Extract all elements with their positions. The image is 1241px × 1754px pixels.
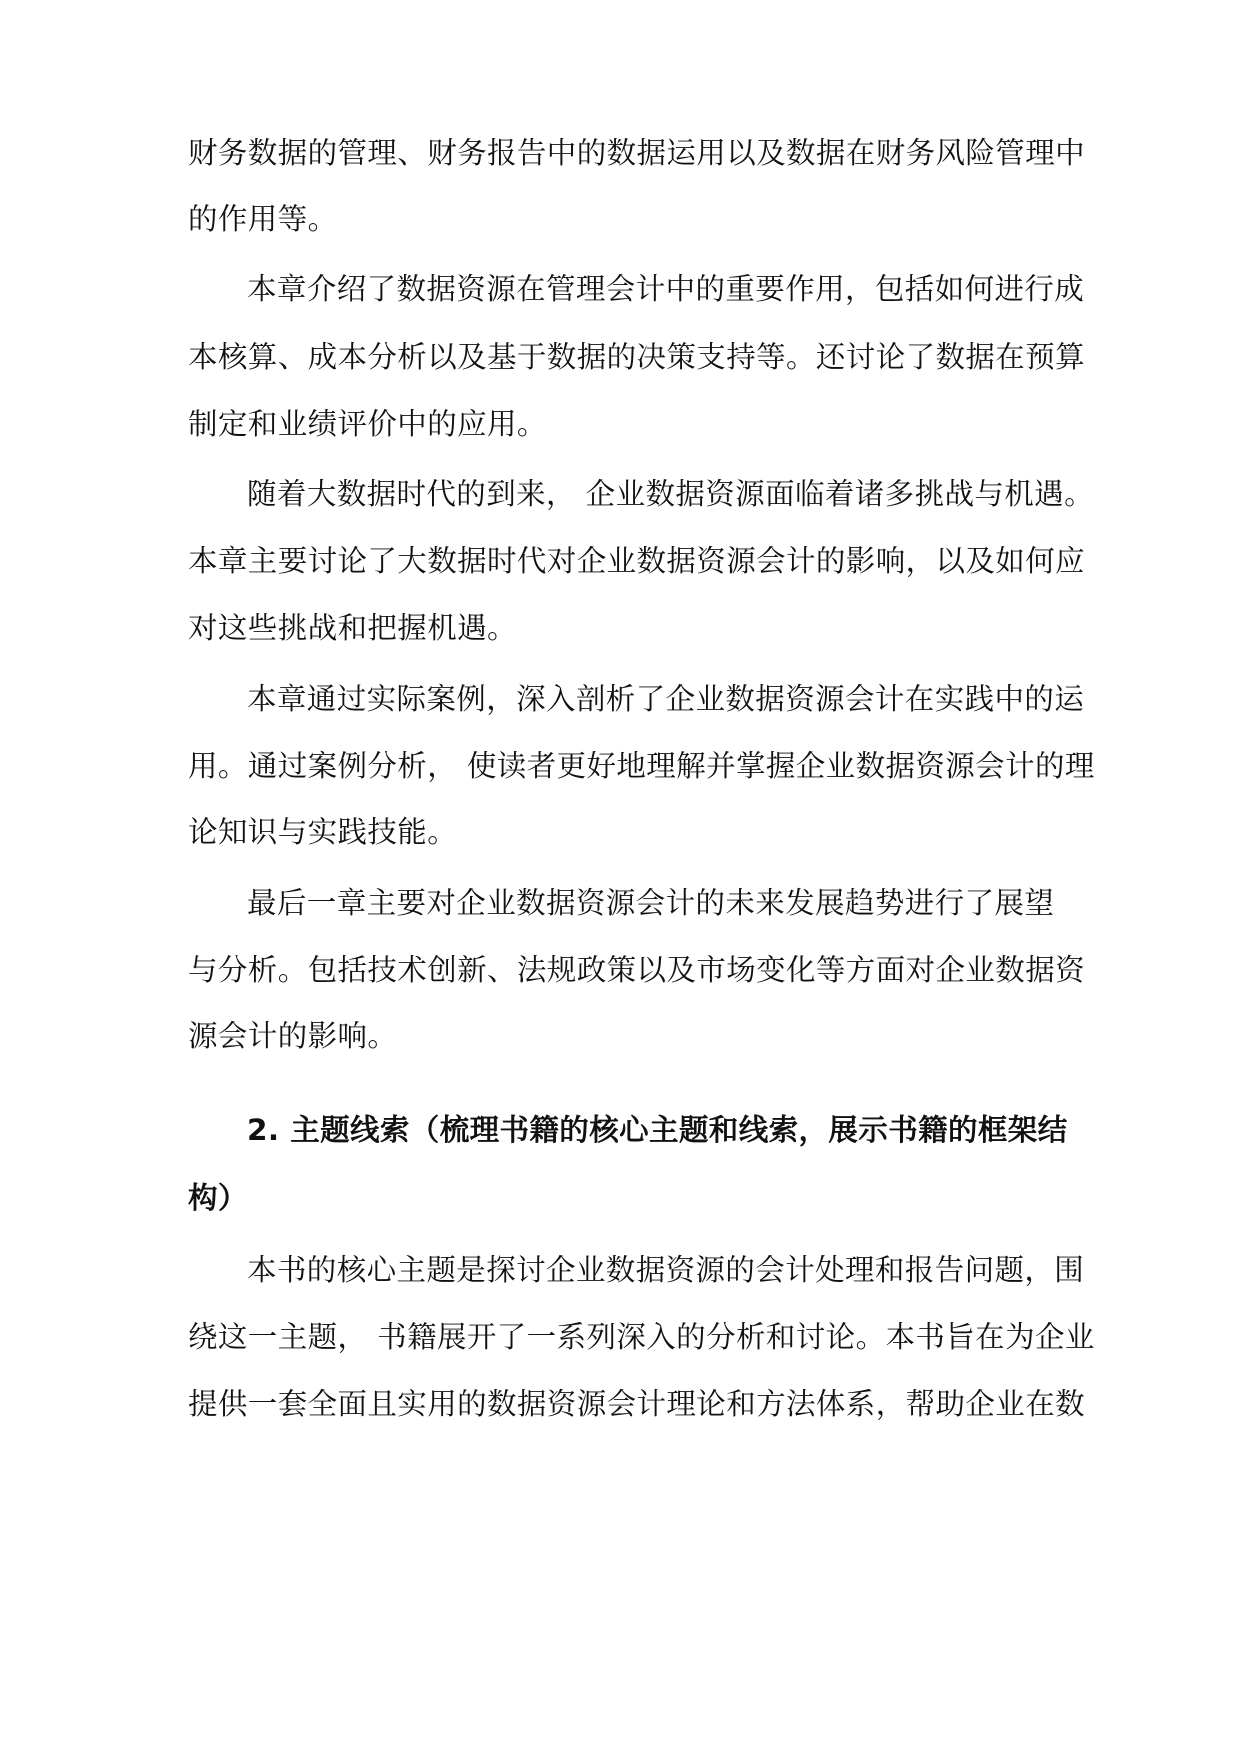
text-line: 源会计的影响。 — [188, 1019, 398, 1053]
text-line: 绕这一主题， 书籍展开了一系列深入的分析和讨论。本书旨在为企业 — [188, 1320, 1095, 1354]
text-line: 与分析。包括技术创新、法规政策以及市场变化等方面对企业数据资 — [188, 953, 1086, 987]
text-line: 最后一章主要对企业数据资源会计的未来发展趋势进行了展望 — [247, 886, 1055, 920]
text-line: 本章主要讨论了大数据时代对企业数据资源会计的影响，以及如何应 — [188, 544, 1086, 578]
text-line: 财务数据的管理、财务报告中的数据运用以及数据在财务风险管理中 — [188, 136, 1086, 170]
heading-line: 构） — [188, 1181, 248, 1215]
text-line: 论知识与实践技能。 — [188, 815, 458, 849]
text-line: 本书的核心主题是探讨企业数据资源的会计处理和报告问题，围 — [247, 1253, 1085, 1287]
text-line: 提供一套全面且实用的数据资源会计理论和方法体系，帮助企业在数 — [188, 1387, 1086, 1421]
text-line: 用。通过案例分析， 使读者更好地理解并掌握企业数据资源会计的理 — [188, 749, 1095, 783]
text-line: 本核算、成本分析以及基于数据的决策支持等。还讨论了数据在预算 — [188, 340, 1086, 374]
text-line: 本章通过实际案例，深入剖析了企业数据资源会计在实践中的运 — [247, 682, 1085, 716]
text-line: 对这些挑战和把握机遇。 — [188, 611, 517, 645]
text-line: 随着大数据时代的到来， 企业数据资源面临着诸多挑战与机遇。 — [247, 477, 1094, 511]
heading-line: 2. 主题线索（梳理书籍的核心主题和线索，展示书籍的框架结 — [247, 1113, 1068, 1147]
text-line: 制定和业绩评价中的应用。 — [188, 407, 547, 441]
text-line: 的作用等。 — [188, 202, 338, 236]
text-line: 本章介绍了数据资源在管理会计中的重要作用，包括如何进行成 — [247, 272, 1085, 306]
